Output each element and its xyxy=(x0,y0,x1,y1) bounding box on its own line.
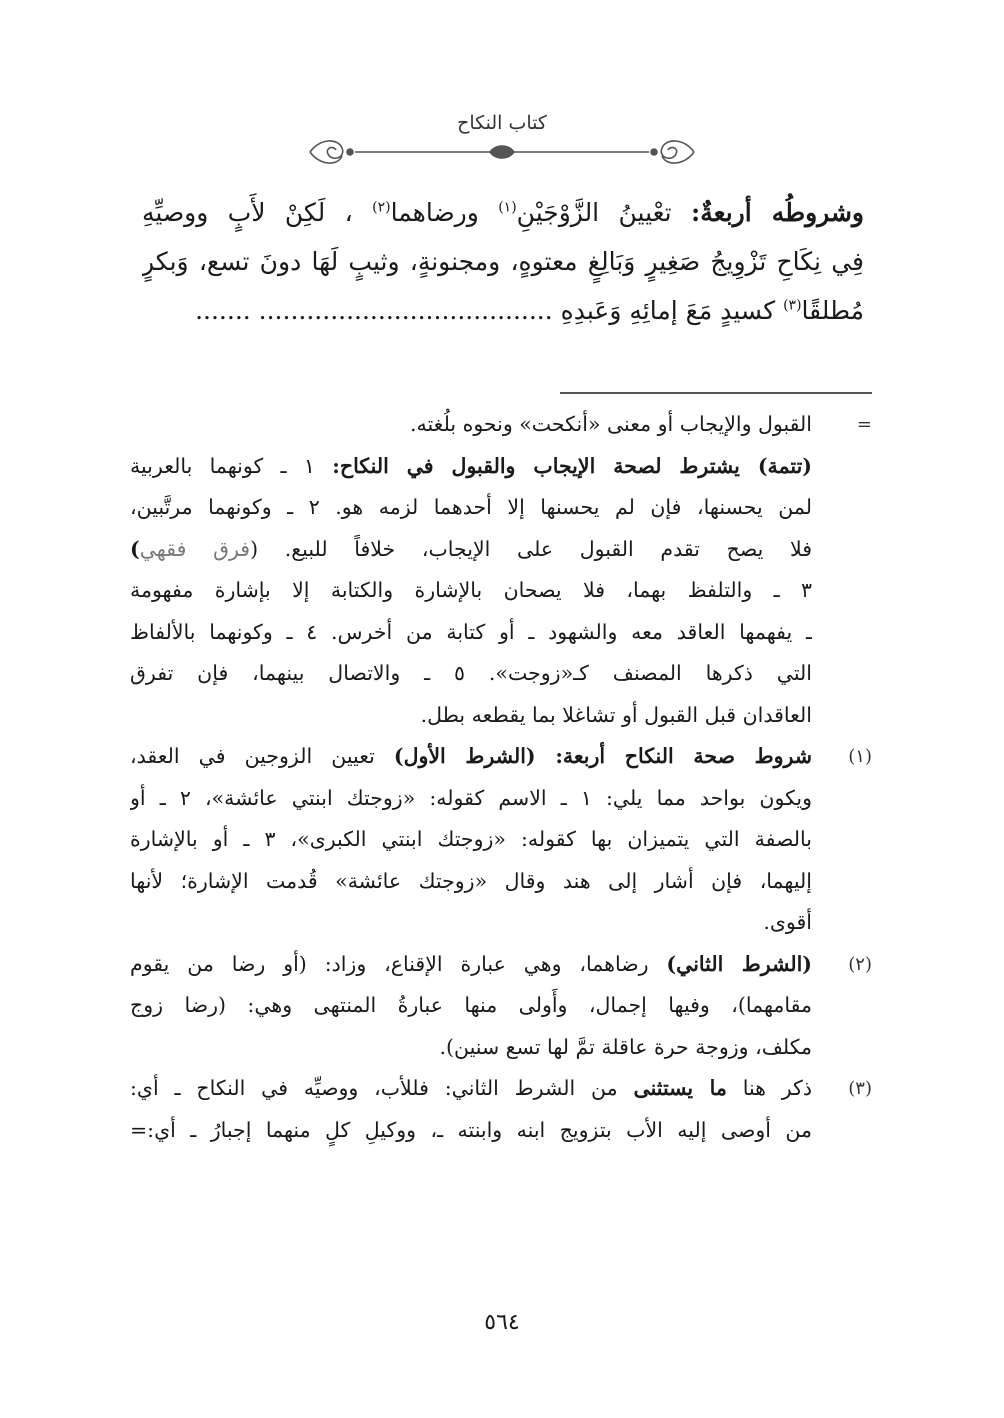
footnote-line: العاقدان قبل القبول أو تشاغلا بما يقطعه بطل. xyxy=(420,702,812,727)
footnote-text-span: رضاهما، وهي عبارة الإقناع، وزاد: (أو رضا من يقوم xyxy=(130,951,667,976)
footnote-text-span: ) xyxy=(130,536,140,561)
footnote-text-span: ١ ـ كونهما بالعربية xyxy=(130,453,333,478)
footnote-gray-term: فرق فقهي xyxy=(139,536,251,561)
footnote-ref: (٢) xyxy=(372,199,391,216)
footnote-divider xyxy=(560,392,872,394)
main-text-span: كسيدٍ مَعَ إمائِهِ وَعَبدِهِ ..................................... ....... xyxy=(195,296,784,325)
footnote-tatimma xyxy=(130,446,872,737)
footnote-marker: (٣) xyxy=(848,1078,872,1099)
footnote-line xyxy=(130,446,812,488)
footnote-marker: (٢) xyxy=(848,953,872,975)
footnote-line xyxy=(130,944,812,986)
running-header xyxy=(0,112,1004,134)
footnote-bold: (تتمة) يشترط لصحة الإيجاب والقبول في النكاح: xyxy=(332,453,812,478)
footnote-line xyxy=(130,529,812,571)
footnote-line: مكلف، وزوجة حرة عاقلة تمَّ لها تسع سنين). xyxy=(439,1034,812,1059)
footnote-marker: = xyxy=(856,414,872,435)
main-text-span: مُطلقًا xyxy=(801,296,864,325)
main-line xyxy=(142,286,864,335)
footnote-ref: (٣) xyxy=(783,297,802,314)
footnote-line: لمن يحسنها، فإن لم يحسنها إلا أحدهما لزمه هو. ٢ ـ وكونهما مرتَّبين، xyxy=(130,495,812,519)
footnote-bold: (الشرط الأول) xyxy=(393,744,556,768)
footnote-line: بالصفة التي يتميزان بها كقوله: «زوجتك ابنتي الكبرى»، ٣ ـ أو بالإشارة xyxy=(130,827,812,851)
main-text xyxy=(142,188,864,335)
footnote-bold: ما يستثنى xyxy=(633,1076,727,1100)
footnote-text-span: تعيين الزوجين في العقد، xyxy=(130,744,394,768)
footnote-text-span: ذكر هنا xyxy=(726,1076,812,1100)
header-title: كتاب النكاح xyxy=(457,112,547,134)
footnote-2 xyxy=(130,944,872,1069)
main-line xyxy=(142,188,864,237)
footnote-bold: شروط صحة النكاح أربعة: xyxy=(555,744,812,768)
footnote-line: التي ذكرها المصنف كـ«زوجت». ٥ ـ والاتصال بينهما، فإن تفرق xyxy=(130,661,812,685)
footnote-line xyxy=(130,736,812,778)
main-line: فِي نِكَاحِ تَزْوِيجُ صَغِيرٍ وَبَالِغٍ معتوهٍ، ومجنونةٍ، وثيبٍ لَهَا دونَ تسع، وَبكرٍ xyxy=(142,247,864,276)
footnote-line: القبول والإيجاب أو معنى «أنكحت» ونحوه بلُغته. xyxy=(409,412,812,436)
header-ornament-icon xyxy=(300,132,704,172)
main-bold-lead: وشروطُه أربعةٌ: xyxy=(691,198,864,227)
footnote-bold: (الشرط الثاني) xyxy=(666,951,812,976)
footnote-line: أقوى. xyxy=(763,910,812,934)
footnote-line: ٣ ـ والتلفظ بهما، فلا يصحان بالإشارة والكتابة إلا بإشارة مفهومة xyxy=(130,578,812,602)
footnote-line: مقامهما)، وفيها إجمال، وأَولى منها عبارةُ المنتهى وهي: (رضا زوج xyxy=(130,993,812,1017)
footnote-text-span: فلا يصح تقدم القبول على الإيجاب، خلافاً للبيع. ( xyxy=(250,536,812,561)
footnote-line: ويكون بواحد مما يلي: ١ ـ الاسم كقوله: «زوجتك ابنتي عائشة»، ٢ ـ أو xyxy=(130,785,812,810)
main-text-span: تعْيينُ الزَّوْجَيْنِ xyxy=(516,198,692,227)
footnote-marker: (١) xyxy=(848,746,872,767)
footnote-continuation xyxy=(130,404,872,446)
footnotes xyxy=(130,404,872,1151)
footnote-ref: (١) xyxy=(498,199,517,216)
main-text-span: ورضاهما xyxy=(390,198,499,227)
footnote-line: إليهما، فإن أشار إلى هند وقال «زوجتك عائشة» قُدمت الإشارة؛ لأنها xyxy=(130,868,812,893)
footnote-text-span: من الشرط الثاني: فللأب، ووصيِّه في النكاح ـ أي: xyxy=(130,1076,634,1100)
footnote-line: من أوصى إليه الأب بتزويج ابنه وابنته ـ، ووكيلِ كلٍ منهما إجبارُ ـ أي:= xyxy=(130,1117,812,1142)
footnote-1 xyxy=(130,736,872,944)
footnote-line: ـ يفهمها العاقد معه والشهود ـ أو كتابة من أخرس. ٤ ـ وكونهما بالألفاظ xyxy=(130,619,812,644)
page-number: ٥٦٤ xyxy=(484,1310,520,1335)
footnote-3 xyxy=(130,1068,872,1151)
main-text-span: ، لَكِنْ لأَبٍ ووصيِّهِ xyxy=(142,198,373,227)
footnote-line xyxy=(130,1068,812,1110)
